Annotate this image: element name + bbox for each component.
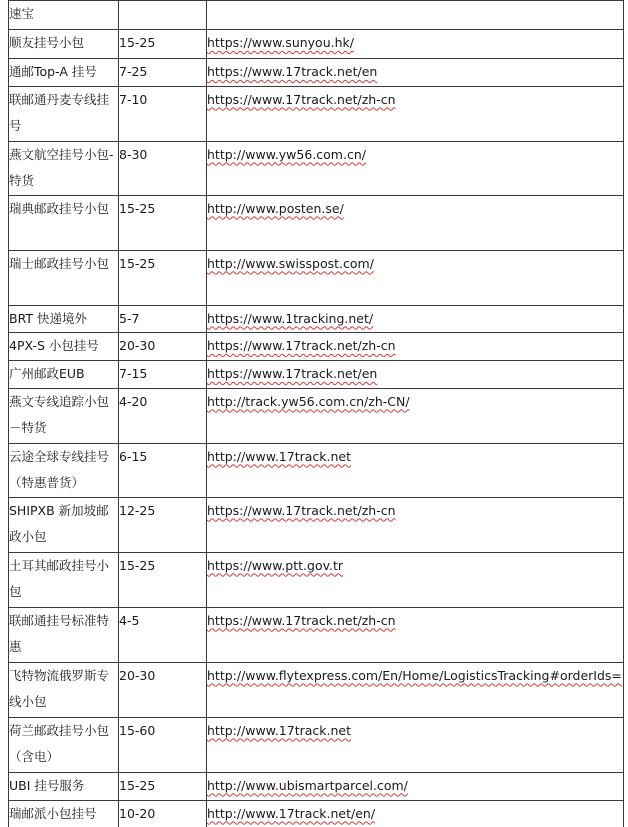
table-row <box>9 86 624 141</box>
carrier-name-cell: 瑞典邮政挂号小包 <box>9 195 119 250</box>
tracking-url-link[interactable]: http://track.yw56.com.cn/zh-CN/ <box>207 393 410 409</box>
table-row <box>9 250 624 305</box>
tracking-url-link[interactable]: https://www.17track.net/en <box>207 366 378 381</box>
delivery-days-cell: 8-30 <box>119 141 207 195</box>
tracking-url-cell <box>207 497 624 552</box>
carrier-name-cell: 广州邮政EUB <box>9 361 119 389</box>
tracking-url-link[interactable]: http://www.17track.net/en/ <box>207 805 376 821</box>
delivery-days-cell: 10-20 <box>119 800 207 827</box>
carrier-name-cell: SHIPXB 新加坡邮政小包 <box>9 497 119 552</box>
delivery-days-cell: 7-25 <box>119 59 207 87</box>
carrier-name-cell: 燕文航空挂号小包-特货 <box>9 141 119 195</box>
table-row <box>9 195 624 250</box>
tracking-url-cell <box>207 361 624 389</box>
delivery-days-cell: 12-25 <box>119 497 207 552</box>
table-row <box>9 717 624 772</box>
tracking-url-cell <box>207 333 624 361</box>
carrier-name-cell: 联邮通丹麦专线挂号 <box>9 86 119 141</box>
tracking-url-cell <box>207 195 624 250</box>
tracking-table <box>8 0 624 827</box>
delivery-days-cell: 15-25 <box>119 195 207 250</box>
tracking-table-body <box>9 1 624 827</box>
table-row <box>9 305 624 333</box>
tracking-url-cell <box>207 443 624 497</box>
table-row <box>9 1 624 30</box>
tracking-url-link[interactable]: http://www.swisspost.com/ <box>207 255 374 271</box>
tracking-url-link[interactable]: http://www.17track.net <box>207 722 351 738</box>
carrier-name-cell: 速宝 <box>9 1 119 30</box>
tracking-url-link[interactable]: http://www.ubismartparcel.com/ <box>207 777 408 793</box>
table-row <box>9 772 624 800</box>
delivery-days-cell: 20-30 <box>119 662 207 717</box>
table-row <box>9 800 624 827</box>
delivery-days-cell: 7-10 <box>119 86 207 141</box>
table-row <box>9 443 624 497</box>
carrier-name-cell: 通邮Top-A 挂号 <box>9 59 119 87</box>
tracking-url-cell <box>207 141 624 195</box>
delivery-days-cell: 6-15 <box>119 443 207 497</box>
tracking-url-link[interactable]: https://www.17track.net/zh-cn <box>207 612 396 628</box>
tracking-url-cell <box>207 1 624 30</box>
tracking-url-link[interactable]: http://www.17track.net <box>207 448 351 464</box>
table-row <box>9 662 624 717</box>
tracking-url-cell <box>207 59 624 87</box>
carrier-name-cell: 顺友挂号小包 <box>9 30 119 59</box>
table-row <box>9 333 624 361</box>
delivery-days-cell <box>119 1 207 30</box>
carrier-name-cell: 瑞邮派小包挂号 <box>9 800 119 827</box>
delivery-days-cell: 15-25 <box>119 30 207 59</box>
delivery-days-cell: 20-30 <box>119 333 207 361</box>
tracking-url-cell <box>207 305 624 333</box>
tracking-url-link[interactable]: https://www.sunyou.hk/ <box>207 35 354 50</box>
table-row <box>9 361 624 389</box>
carrier-name-cell: 燕文专线追踪小包－特货 <box>9 388 119 443</box>
table-row <box>9 59 624 87</box>
tracking-url-link[interactable]: http://www.yw56.com.cn/ <box>207 146 366 162</box>
delivery-days-cell: 15-60 <box>119 717 207 772</box>
delivery-days-cell: 4-20 <box>119 388 207 443</box>
carrier-name-cell: 飞特物流俄罗斯专线小包 <box>9 662 119 717</box>
table-row <box>9 141 624 195</box>
table-row <box>9 497 624 552</box>
tracking-url-link[interactable]: https://www.17track.net/en <box>207 64 378 79</box>
carrier-name-cell: 4PX-S 小包挂号 <box>9 333 119 361</box>
table-row <box>9 30 624 59</box>
tracking-url-cell <box>207 717 624 772</box>
carrier-name-cell: 联邮通挂号标准特惠 <box>9 607 119 662</box>
tracking-url-cell <box>207 552 624 607</box>
tracking-url-link[interactable]: https://www.17track.net/zh-cn <box>207 338 396 353</box>
tracking-url-cell <box>207 30 624 59</box>
tracking-url-cell <box>207 250 624 305</box>
delivery-days-cell: 7-15 <box>119 361 207 389</box>
table-row <box>9 388 624 443</box>
carrier-name-cell: 荷兰邮政挂号小包（含电） <box>9 717 119 772</box>
carrier-name-cell: 土耳其邮政挂号小包 <box>9 552 119 607</box>
tracking-url-link[interactable]: https://www.17track.net/zh-cn <box>207 502 396 518</box>
delivery-days-cell: 5-7 <box>119 305 207 333</box>
tracking-url-link[interactable]: http://www.posten.se/ <box>207 200 344 216</box>
tracking-url-link[interactable]: http://www.flytexpress.com/En/Home/LogisticsTracking#orderIds= <box>207 667 622 683</box>
carrier-name-cell: UBI 挂号服务 <box>9 772 119 800</box>
carrier-name-cell: 云途全球专线挂号（特惠普货） <box>9 443 119 497</box>
tracking-url-link[interactable]: https://www.1tracking.net/ <box>207 310 374 326</box>
tracking-url-cell <box>207 772 624 800</box>
table-row <box>9 607 624 662</box>
tracking-url-cell <box>207 86 624 141</box>
carrier-name-cell: 瑞士邮政挂号小包 <box>9 250 119 305</box>
delivery-days-cell: 15-25 <box>119 772 207 800</box>
tracking-url-cell <box>207 607 624 662</box>
delivery-days-cell: 15-25 <box>119 552 207 607</box>
tracking-url-cell <box>207 800 624 827</box>
delivery-days-cell: 15-25 <box>119 250 207 305</box>
tracking-url-link[interactable]: https://www.ptt.gov.tr <box>207 557 344 573</box>
table-row <box>9 552 624 607</box>
carrier-name-cell: BRT 快递境外 <box>9 305 119 333</box>
tracking-url-cell <box>207 662 624 717</box>
delivery-days-cell: 4-5 <box>119 607 207 662</box>
tracking-url-link[interactable]: https://www.17track.net/zh-cn <box>207 91 396 107</box>
tracking-url-cell <box>207 388 624 443</box>
